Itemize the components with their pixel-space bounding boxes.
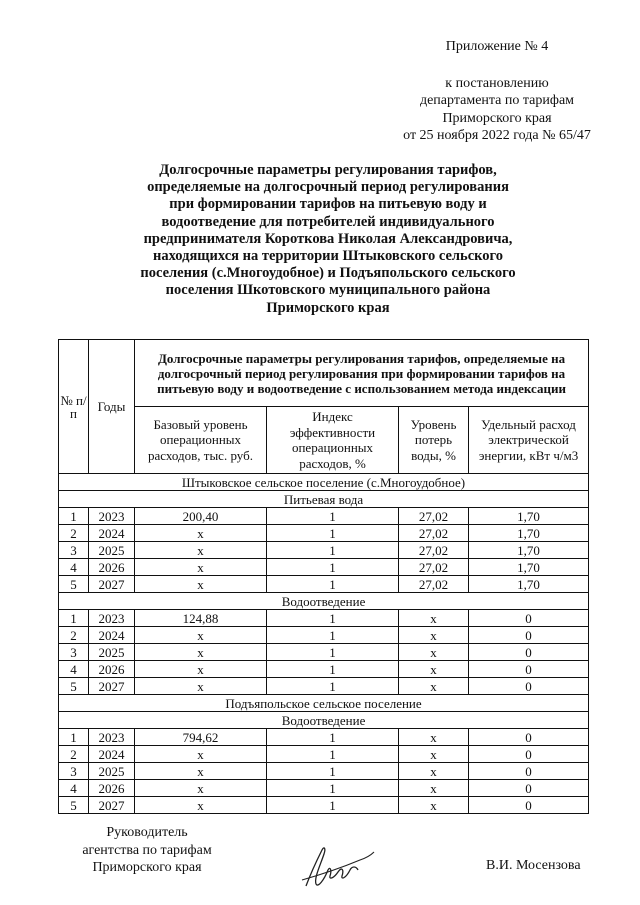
settlement-row <box>59 695 589 712</box>
service-row <box>59 491 589 508</box>
efficiency-index-cell: 1 <box>267 610 399 627</box>
service-row <box>59 593 589 610</box>
table-row <box>59 627 589 644</box>
appendix-header <box>372 38 622 145</box>
table-row <box>59 508 589 525</box>
document-title <box>108 162 548 317</box>
year-cell: 2025 <box>89 644 135 661</box>
base-opex-cell: х <box>135 746 267 763</box>
sub-header: Индекс эффективности операционных расходов, % <box>267 407 399 474</box>
water-loss-cell: х <box>399 627 469 644</box>
title-line: определяемые на долгосрочный период регулирования <box>147 179 509 196</box>
efficiency-index-cell: 1 <box>267 678 399 695</box>
appendix-line: Приморского края <box>442 110 552 126</box>
energy-consumption-cell: 0 <box>469 661 589 678</box>
energy-consumption-cell: 1,70 <box>469 508 589 525</box>
handwritten-signature <box>296 840 376 894</box>
table-row <box>59 729 589 746</box>
service-name: Водоотведение <box>59 593 589 610</box>
row-number-cell: 2 <box>59 746 89 763</box>
title-line: поселения Шкотовского муниципального района <box>165 282 491 299</box>
year-cell: 2026 <box>89 661 135 678</box>
title-line: Долгосрочные параметры регулирования тарифов, <box>159 162 497 178</box>
row-number-cell: 3 <box>59 763 89 780</box>
energy-consumption-cell: 0 <box>469 797 589 814</box>
base-opex-cell: х <box>135 678 267 695</box>
sub-header: Удельный расход электрической энергии, кВт ч/м3 <box>469 407 589 474</box>
table-row <box>59 610 589 627</box>
base-opex-cell: х <box>135 661 267 678</box>
table-body <box>59 474 589 814</box>
row-number-cell: 5 <box>59 576 89 593</box>
service-row <box>59 712 589 729</box>
row-number-cell: 5 <box>59 797 89 814</box>
col-year-header: Годы <box>89 340 135 474</box>
efficiency-index-cell: 1 <box>267 729 399 746</box>
base-opex-cell: х <box>135 576 267 593</box>
year-cell: 2027 <box>89 678 135 695</box>
efficiency-index-cell: 1 <box>267 763 399 780</box>
year-cell: 2026 <box>89 780 135 797</box>
base-opex-cell: х <box>135 763 267 780</box>
table-row <box>59 644 589 661</box>
base-opex-cell: х <box>135 542 267 559</box>
energy-consumption-cell: 0 <box>469 678 589 695</box>
water-loss-cell: х <box>399 678 469 695</box>
title-line: при формировании тарифов на питьевую воду и <box>169 196 487 213</box>
energy-consumption-cell: 0 <box>469 763 589 780</box>
position-line: агентства по тарифам <box>82 842 212 858</box>
energy-consumption-cell: 0 <box>469 780 589 797</box>
water-loss-cell: х <box>399 661 469 678</box>
parameters-table <box>58 339 589 814</box>
base-opex-cell: 794,62 <box>135 729 267 746</box>
base-opex-cell: х <box>135 780 267 797</box>
row-number-cell: 2 <box>59 525 89 542</box>
row-number-cell: 4 <box>59 559 89 576</box>
col-number-header: № п/п <box>59 340 89 474</box>
position-line: Руководитель <box>106 825 188 840</box>
service-name: Питьевая вода <box>59 491 589 508</box>
sub-header: Уровень потерь воды, % <box>399 407 469 474</box>
table-row <box>59 763 589 780</box>
water-loss-cell: х <box>399 746 469 763</box>
year-cell: 2024 <box>89 746 135 763</box>
table-row <box>59 780 589 797</box>
energy-consumption-cell: 1,70 <box>469 542 589 559</box>
efficiency-index-cell: 1 <box>267 525 399 542</box>
signatory-name: В.И. Мосензова <box>486 858 581 873</box>
base-opex-cell: 200,40 <box>135 508 267 525</box>
position-line: Приморского края <box>92 860 202 875</box>
year-cell: 2025 <box>89 542 135 559</box>
year-cell: 2025 <box>89 763 135 780</box>
water-loss-cell: х <box>399 644 469 661</box>
settlement-name: Штыковское сельское поселение (с.Многоудобное) <box>59 474 589 491</box>
water-loss-cell: 27,02 <box>399 508 469 525</box>
row-number-cell: 3 <box>59 542 89 559</box>
table-row <box>59 542 589 559</box>
table-row <box>59 661 589 678</box>
table-row <box>59 797 589 814</box>
efficiency-index-cell: 1 <box>267 576 399 593</box>
water-loss-cell: х <box>399 797 469 814</box>
year-cell: 2023 <box>89 610 135 627</box>
row-number-cell: 4 <box>59 780 89 797</box>
water-loss-cell: х <box>399 763 469 780</box>
appendix-line: к постановлению <box>445 75 549 91</box>
efficiency-index-cell: 1 <box>267 508 399 525</box>
energy-consumption-cell: 0 <box>469 610 589 627</box>
energy-consumption-cell: 1,70 <box>469 525 589 542</box>
base-opex-cell: 124,88 <box>135 610 267 627</box>
base-opex-cell: х <box>135 797 267 814</box>
water-loss-cell: х <box>399 610 469 627</box>
efficiency-index-cell: 1 <box>267 559 399 576</box>
appendix-line: департамента по тарифам <box>419 93 575 108</box>
row-number-cell: 3 <box>59 644 89 661</box>
year-cell: 2024 <box>89 525 135 542</box>
water-loss-cell: 27,02 <box>399 542 469 559</box>
water-loss-cell: 27,02 <box>399 559 469 576</box>
title-line: предпринимателя Короткова Николая Александровича, <box>143 230 513 247</box>
table-row <box>59 525 589 542</box>
settlement-row <box>59 474 589 491</box>
year-cell: 2027 <box>89 797 135 814</box>
service-name: Водоотведение <box>59 712 589 729</box>
settlement-name: Подъяпольское сельское поселение <box>59 695 589 712</box>
title-line: находящихся на территории Штыковского сельского <box>152 248 504 265</box>
base-opex-cell: х <box>135 644 267 661</box>
year-cell: 2026 <box>89 559 135 576</box>
row-number-cell: 1 <box>59 508 89 525</box>
efficiency-index-cell: 1 <box>267 661 399 678</box>
energy-consumption-cell: 0 <box>469 746 589 763</box>
title-line: поселения (с.Многоудобное) и Подъяпольского сельского <box>140 265 516 282</box>
efficiency-index-cell: 1 <box>267 797 399 814</box>
energy-consumption-cell: 0 <box>469 627 589 644</box>
efficiency-index-cell: 1 <box>267 780 399 797</box>
base-opex-cell: х <box>135 559 267 576</box>
table-row <box>59 559 589 576</box>
row-number-cell: 2 <box>59 627 89 644</box>
energy-consumption-cell: 1,70 <box>469 576 589 593</box>
water-loss-cell: х <box>399 729 469 746</box>
water-loss-cell: 27,02 <box>399 576 469 593</box>
efficiency-index-cell: 1 <box>267 627 399 644</box>
row-number-cell: 5 <box>59 678 89 695</box>
base-opex-cell: х <box>135 627 267 644</box>
energy-consumption-cell: 1,70 <box>469 559 589 576</box>
water-loss-cell: 27,02 <box>399 525 469 542</box>
table-row <box>59 746 589 763</box>
year-cell: 2023 <box>89 508 135 525</box>
row-number-cell: 1 <box>59 729 89 746</box>
energy-consumption-cell: 0 <box>469 644 589 661</box>
table-row <box>59 576 589 593</box>
sub-header: Базовый уровень операционных расходов, тыс. руб. <box>135 407 267 474</box>
water-loss-cell: х <box>399 780 469 797</box>
main-header: Долгосрочные параметры регулирования тарифов, определяемые на долгосрочный период регулирования при формировании тарифов на питьевую воду и водоотведение с использованием метода индексации <box>135 340 589 407</box>
year-cell: 2024 <box>89 627 135 644</box>
title-line: Приморского края <box>266 299 390 316</box>
year-cell: 2023 <box>89 729 135 746</box>
year-cell: 2027 <box>89 576 135 593</box>
row-number-cell: 1 <box>59 610 89 627</box>
table-row <box>59 678 589 695</box>
efficiency-index-cell: 1 <box>267 746 399 763</box>
base-opex-cell: х <box>135 525 267 542</box>
appendix-line: от 25 ноября 2022 года № 65/47 <box>403 128 591 143</box>
energy-consumption-cell: 0 <box>469 729 589 746</box>
signatory-position <box>72 824 222 877</box>
title-line: водоотведение для потребителей индивидуального <box>161 213 495 230</box>
appendix-title: Приложение № 4 <box>445 39 549 54</box>
row-number-cell: 4 <box>59 661 89 678</box>
efficiency-index-cell: 1 <box>267 542 399 559</box>
efficiency-index-cell: 1 <box>267 644 399 661</box>
